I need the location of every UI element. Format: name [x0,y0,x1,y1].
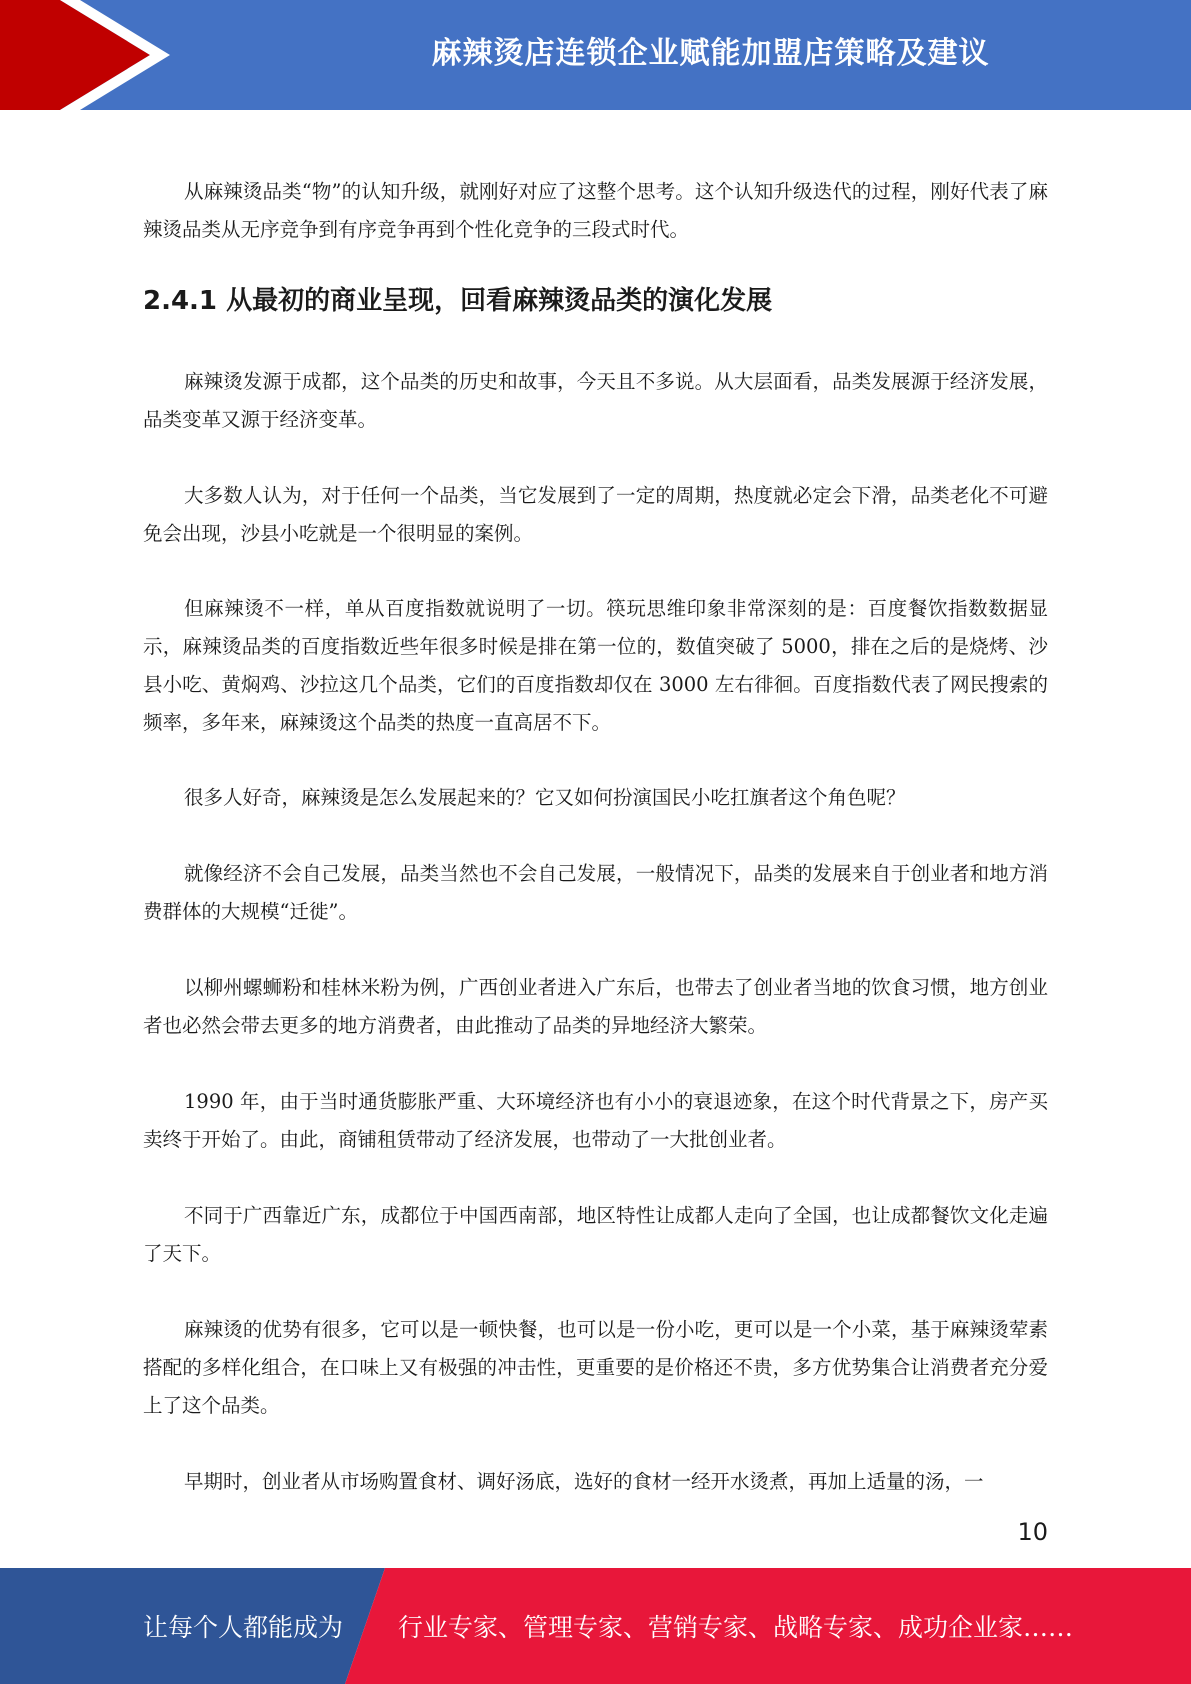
intro-paragraph: 从麻辣烫品类“物”的认知升级，就刚好对应了这整个思考。这个认知升级迭代的过程，刚好代表了麻辣烫品类从无序竞争到有序竞争再到个性化竞争的三段式时代。 [143,180,1048,241]
header-red-arrow [0,0,150,110]
section-heading: 2.4.1 从最初的商业呈现，回看麻辣烫品类的演化发展 [143,286,773,316]
header-title: 麻辣烫店连锁企业赋能加盟店策略及建议 [431,36,990,71]
body-paragraph-1: 麻辣烫发源于成都，这个品类的历史和故事，今天且不多说。从大层面看，品类发展源于经济发展，品类变革又源于经济变革。 [143,370,1048,431]
body-paragraph-9: 麻辣烫的优势有很多，它可以是一顿快餐，也可以是一份小吃，更可以是一个小菜，基于麻辣烫荤素搭配的多样化组合，在口味上又有极强的冲击性，更重要的是价格还不贵，多方优势集合让消费者充分爱上了这个品类。 [143,1318,1048,1417]
body-paragraph-7: 1990 年，由于当时通货膨胀严重、大环境经济也有小小的衰退迹象，在这个时代背景之下，房产买卖终于开始了。由此，商铺租赁带动了经济发展，也带动了一大批创业者。 [143,1090,1048,1151]
body-paragraph-10: 早期时，创业者从市场购置食材、调好汤底，选好的食材一经开水烫煮，再加上适量的汤，一 [184,1470,984,1493]
page-footer [0,1568,1191,1684]
footer-slogan-left: 让每个人都能成为 [143,1613,344,1642]
body-paragraph-4: 很多人好奇，麻辣烫是怎么发展起来的？它又如何扮演国民小吃扛旗者这个角色呢？ [184,786,906,809]
body-paragraph-8: 不同于广西靠近广东，成都位于中国西南部，地区特性让成都人走向了全国，也让成都餐饮文化走遍了天下。 [143,1204,1048,1265]
body-paragraph-3: 但麻辣烫不一样，单从百度指数就说明了一切。筷玩思维印象非常深刻的是：百度餐饮指数数据显示，麻辣烫品类的百度指数近些年很多时候是排在第一位的，数值突破了 5000，排在之后的是烧烤、沙县小吃、黄焖鸡、沙拉这几个品类，它们的百度指数却仅在 3000 左右徘徊。百度指数代表了网民搜索的频率，多年来，麻辣烫这个品类的热度一直高居不下。 [143,597,1048,734]
page-header [0,0,1191,110]
body-paragraph-2: 大多数人认为，对于任何一个品类，当它发展到了一定的周期，热度就必定会下滑，品类老化不可避免会出现，沙县小吃就是一个很明显的案例。 [143,484,1048,545]
page-number: 10 [1017,1518,1048,1546]
body-paragraph-6: 以柳州螺蛳粉和桂林米粉为例，广西创业者进入广东后，也带去了创业者当地的饮食习惯，地方创业者也必然会带去更多的地方消费者，由此推动了品类的异地经济大繁荣。 [143,976,1048,1037]
body-paragraph-5: 就像经济不会自己发展，品类当然也不会自己发展，一般情况下，品类的发展来自于创业者和地方消费群体的大规模“迁徙”。 [143,862,1048,923]
footer-slogan-right: 行业专家、管理专家、营销专家、战略专家、成功企业家…… [398,1613,1074,1642]
